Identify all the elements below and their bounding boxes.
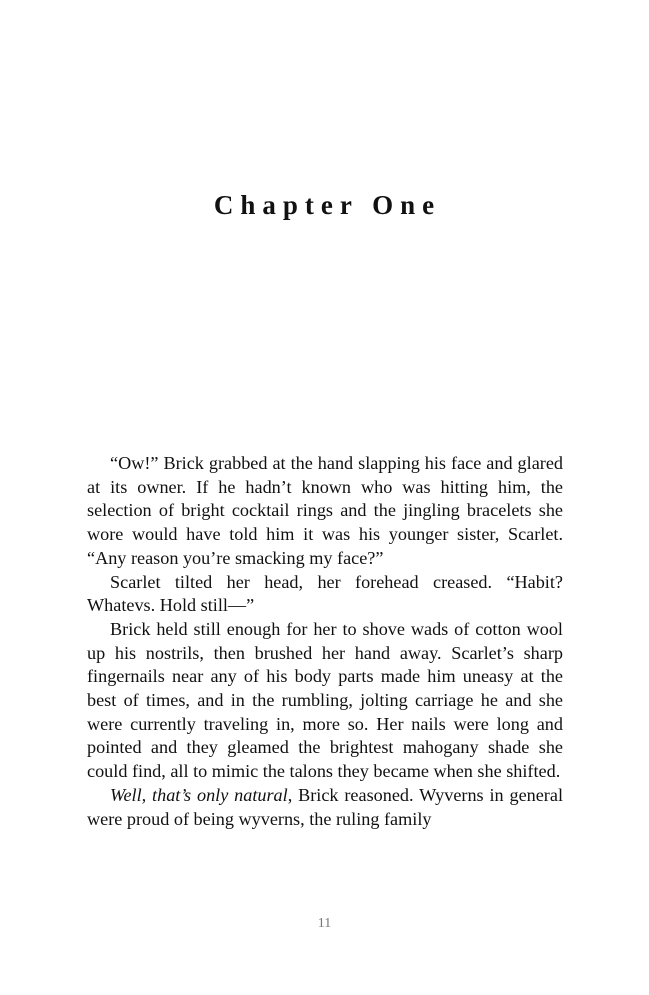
paragraph-1: “Ow!” Brick grabbed at the hand slapping his face and glared at its owner. If he hadn’t known who was hitting him, the selection of bright cocktail rings and the jingling bracelets she wore would have told him it was his younger sister, Scarlet. “Any reason you’re smacking my face?” bbox=[87, 453, 563, 568]
chapter-body bbox=[87, 452, 563, 831]
paragraph-4-text: , Brick reasoned. Wyverns in general were proud of being wyverns, the ruling family bbox=[87, 784, 563, 829]
paragraph-3: Brick held still enough for her to shove wads of cotton wool up his nostrils, then brushed her hand away. Scarlet’s sharp fingernails near any of his body parts made him uneasy at the best of times, and in the rumbling, jolting carriage he and she were currently traveling in, more so. Her nails were long and pointed and they gleamed the brightest mahogany shade she could find, all to mimic the talons they became when she shifted. bbox=[87, 618, 563, 782]
italic-thought: Well, that’s only natural bbox=[110, 784, 288, 805]
paragraph-4 bbox=[87, 784, 563, 831]
paragraph-2: Scarlet tilted her head, her forehead creased. “Habit? Whatevs. Hold still—” bbox=[87, 571, 563, 616]
page-number: 11 bbox=[317, 916, 332, 931]
chapter-title: Chapter One bbox=[213, 190, 442, 220]
